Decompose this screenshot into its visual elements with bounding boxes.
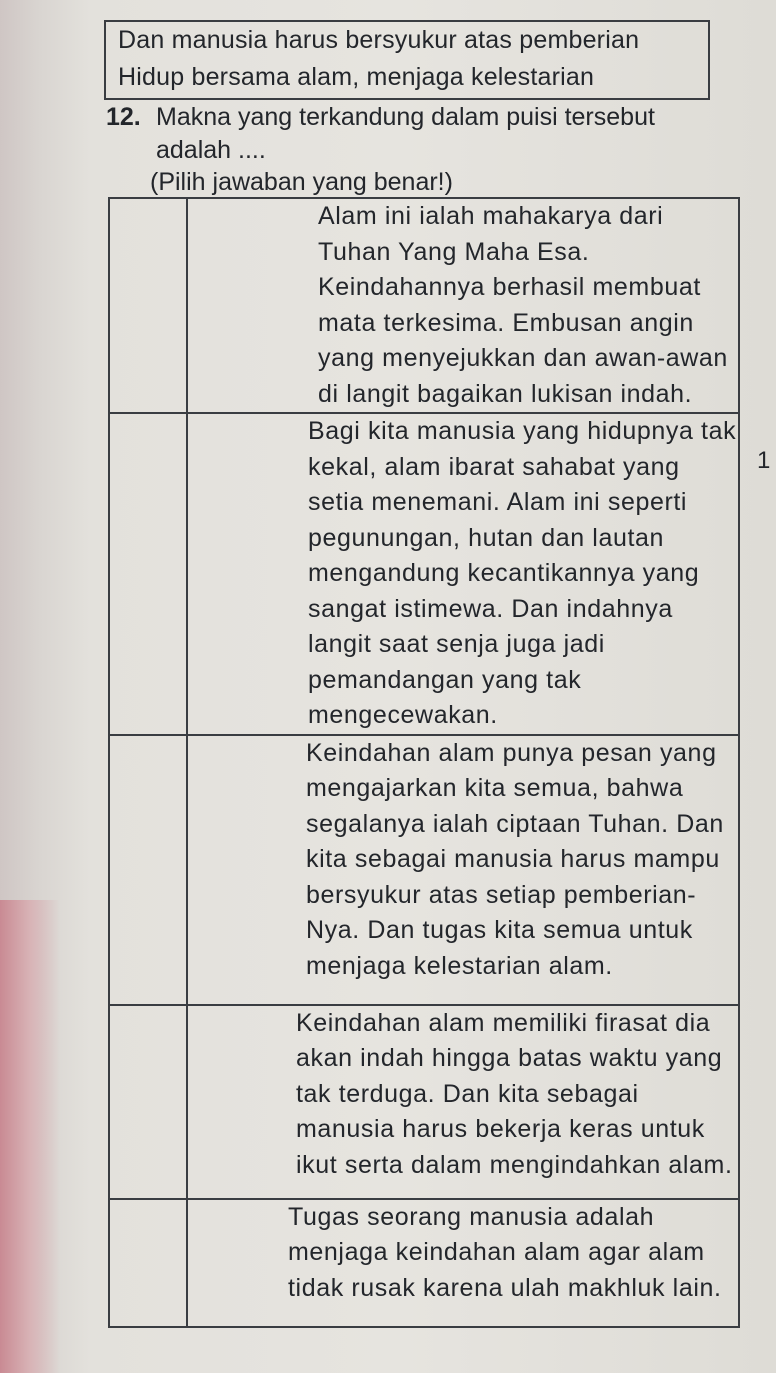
answer-option[interactable] [109, 1005, 739, 1199]
option-text: Keindahan alam punya pesan yang mengajarkan kita semua, bahwa segalanya ialah ciptaan Tuhan. Dan kita sebagai manusia harus mampu bersyukur atas setiap pemberian-Nya. Dan tugas kita semua untuk menjaga kelestarian alam. [187, 735, 739, 1005]
option-checkbox[interactable] [109, 1005, 187, 1199]
poem-line-2: Hidup bersama alam, menjaga kelestarian [118, 63, 595, 91]
answer-options-table [108, 197, 740, 1328]
question-number: 12. [106, 103, 141, 131]
answer-option[interactable] [109, 413, 739, 735]
option-text: Bagi kita manusia yang hidupnya tak kekal, alam ibarat sahabat yang setia menemani. Alam ini seperti pegunungan, hutan dan lautan mengandung kecantikannya yang sangat istimewa. Dan indahnya langit saat senja juga jadi pemandangan yang tak mengecewakan. [187, 413, 739, 735]
option-checkbox[interactable] [109, 1199, 187, 1327]
question-instruction: (Pilih jawaban yang benar!) [150, 168, 453, 196]
cut-off-footer-text [20, 1352, 280, 1373]
poem-line-1: Dan manusia harus bersyukur atas pemberian [118, 26, 640, 54]
answer-option[interactable] [109, 1199, 739, 1327]
option-checkbox[interactable] [109, 735, 187, 1005]
option-text: Alam ini ialah mahakarya dari Tuhan Yang Maha Esa. Keindahannya berhasil membuat mata terkesima. Embusan angin yang menyejukkan dan awan-awan di langit bagaikan lukisan indah. [187, 198, 739, 413]
option-text: Tugas seorang manusia adalah menjaga keindahan alam agar alam tidak rusak karena ulah makhluk lain. [187, 1199, 739, 1327]
option-checkbox[interactable] [109, 198, 187, 413]
pink-object-edge [0, 900, 60, 1373]
answer-option[interactable] [109, 735, 739, 1005]
question-line-2: adalah .... [156, 136, 266, 164]
margin-number: 1 [757, 447, 771, 474]
option-checkbox[interactable] [109, 413, 187, 735]
option-text: Keindahan alam memiliki firasat dia akan indah hingga batas waktu yang tak terduga. Dan kita sebagai manusia harus bekerja keras untuk ikut serta dalam mengindahkan alam. [187, 1005, 739, 1199]
question-line-1: Makna yang terkandung dalam puisi tersebut [156, 103, 655, 131]
answer-option[interactable] [109, 198, 739, 413]
